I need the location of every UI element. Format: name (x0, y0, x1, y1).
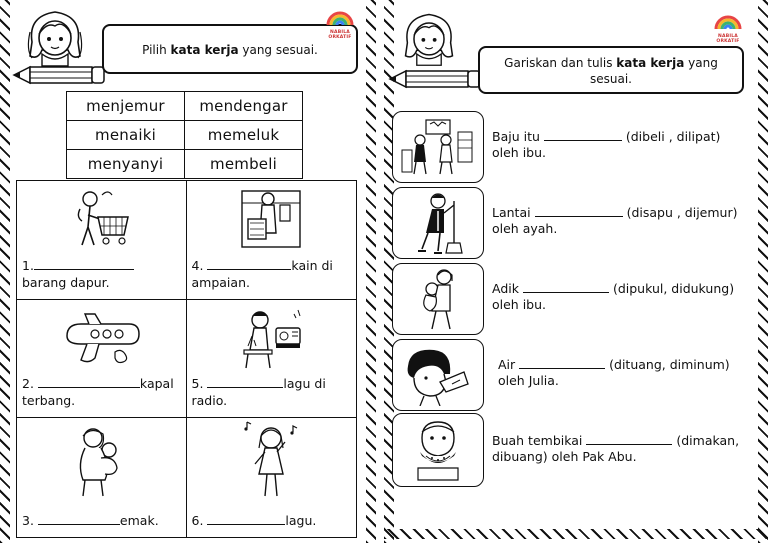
worksheet-right (384, 0, 768, 543)
exercise-text (22, 512, 181, 529)
question-subject: Baju itu (492, 129, 540, 144)
question-options: (dipukul, didukung) (612, 281, 735, 296)
exercise-cell-1 (17, 181, 187, 300)
answer-blank[interactable] (519, 358, 605, 369)
logo-text: NABILA ORKATIF (328, 30, 352, 40)
question-line2: oleh Julia. (498, 373, 559, 388)
exercise-after-text: emak. (119, 512, 159, 528)
hug-icon (71, 424, 131, 498)
question-options: (dimakan, (676, 433, 740, 448)
exercise-text (192, 512, 352, 529)
picture-box (392, 413, 484, 487)
question-text (498, 357, 756, 389)
exercise-cell-6 (187, 418, 357, 537)
right-hatched-border (366, 0, 376, 543)
answer-blank[interactable] (38, 377, 140, 388)
instruction-text-end: yang (684, 56, 718, 70)
question-options: (disapu , dijemur) (626, 205, 738, 220)
answer-blank[interactable] (535, 206, 623, 217)
exercise-text (22, 375, 181, 409)
picture-box (392, 111, 484, 183)
exercise-line2: terbang. (22, 393, 76, 409)
exercise-number: 3. (22, 512, 34, 528)
shopping-cart-icon (66, 187, 136, 253)
sweeping-icon (408, 191, 468, 255)
question-row-2 (392, 187, 756, 259)
question-text (492, 205, 756, 237)
picture-box (392, 339, 484, 411)
instruction-box (478, 46, 744, 94)
drinking-icon (400, 344, 476, 406)
exercise-line2: radio. (191, 393, 228, 409)
exercise-text (192, 375, 352, 409)
word-cell: mendengar (185, 92, 303, 121)
word-cell: menaiki (67, 121, 185, 150)
exercise-cell-2 (17, 300, 187, 419)
instruction-line2: sesuai. (590, 72, 632, 86)
exercise-number: 6. (191, 512, 204, 528)
answer-blank[interactable] (34, 259, 134, 270)
question-line2: oleh ayah. (492, 221, 558, 236)
answer-blank[interactable] (207, 514, 285, 525)
answer-blank[interactable] (207, 259, 291, 270)
airplane-icon (59, 308, 143, 374)
girl-mascot-icon (22, 6, 88, 68)
question-text (492, 433, 756, 465)
logo (706, 14, 750, 44)
instruction-text: Pilih (142, 43, 171, 57)
exercise-text (192, 257, 352, 291)
exercise-grid (16, 180, 357, 538)
word-bank-table (66, 91, 303, 179)
exercise-after-text: lagu di (283, 376, 326, 392)
instruction-text: Gariskan dan tulis (504, 56, 617, 70)
word-cell: menyanyi (67, 150, 185, 179)
answer-blank[interactable] (523, 282, 609, 293)
exercise-number: 4. (191, 257, 204, 273)
answer-blank[interactable] (586, 434, 672, 445)
picture-box (392, 263, 484, 335)
exercise-line2: barang dapur. (22, 274, 110, 290)
pencil-icon (388, 66, 484, 92)
question-row-1 (392, 111, 756, 183)
singing-girl-icon (239, 420, 303, 500)
word-cell: membeli (185, 150, 303, 179)
rainbow-logo-icon (325, 10, 355, 26)
question-row-4 (392, 339, 756, 411)
left-hatched-border (0, 0, 10, 543)
exercise-number: 2. (22, 376, 34, 392)
girl-mascot-icon (398, 8, 460, 68)
rainbow-logo-icon (713, 14, 743, 30)
clothes-shop-icon (398, 116, 478, 178)
pencil-icon (12, 62, 108, 88)
answer-blank[interactable] (38, 514, 120, 525)
word-cell: memeluk (185, 121, 303, 150)
question-subject: Adik (492, 281, 519, 296)
exercise-number: 1. (22, 257, 34, 273)
exercise-text (22, 257, 181, 291)
instruction-keyword: kata kerja (170, 43, 239, 57)
word-cell: menjemur (67, 92, 185, 121)
bottom-hatched-border (384, 529, 768, 539)
exercise-cell-4 (187, 181, 357, 300)
question-subject: Air (498, 357, 516, 372)
question-subject: Buah tembikai (492, 433, 583, 448)
question-row-5 (392, 413, 756, 487)
question-options: (dituang, diminum) (609, 357, 730, 372)
question-subject: Lantai (492, 205, 531, 220)
question-text (492, 129, 756, 161)
logo-text: NABILA ORKATIF (716, 34, 740, 44)
hanging-laundry-icon (238, 187, 304, 251)
right-hatched-border (758, 0, 768, 543)
question-options: (dibeli , dilipat) (625, 129, 721, 144)
radio-listening-icon (236, 306, 306, 370)
logo (318, 10, 362, 40)
question-row-3 (392, 263, 756, 335)
carrying-child-icon (410, 267, 466, 331)
picture-box (392, 187, 484, 259)
instruction-text-end: yang sesuai. (238, 43, 318, 57)
exercise-cell-5 (187, 300, 357, 419)
exercise-line2: ampaian. (191, 274, 250, 290)
exercise-after-text: lagu. (285, 512, 317, 528)
answer-blank[interactable] (207, 377, 283, 388)
exercise-after-text: kain di (291, 257, 333, 273)
exercise-cell-3 (17, 418, 187, 537)
question-line2: dibuang) oleh Pak Abu. (492, 449, 637, 464)
question-line2: oleh ibu. (492, 297, 547, 312)
exercise-after-text: kapal (139, 376, 174, 392)
answer-blank[interactable] (544, 130, 622, 141)
question-text (492, 281, 756, 313)
exercise-number: 5. (191, 376, 204, 392)
watermelon-eating-icon (408, 418, 468, 482)
instruction-keyword: kata kerja (616, 56, 685, 70)
question-line2: oleh ibu. (492, 145, 547, 160)
